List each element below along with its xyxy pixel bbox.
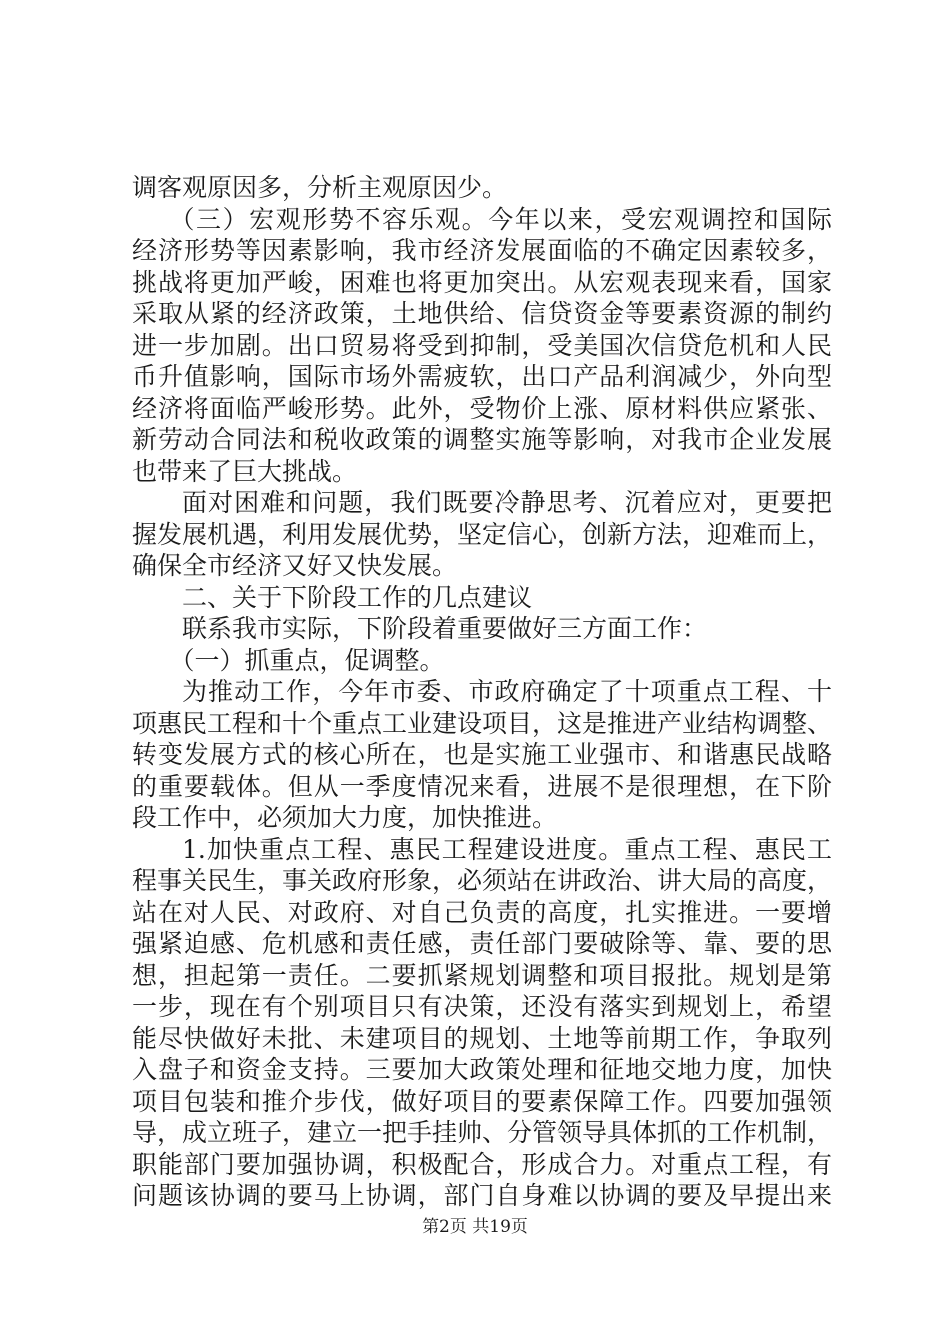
text-line: 也带来了巨大挑战。 bbox=[132, 456, 358, 486]
text-line: 经济形势等因素影响，我市经济发展面临的不确定因素较多， bbox=[132, 236, 832, 265]
document-body bbox=[132, 172, 832, 1212]
text-line: 挑战将更加严峻，困难也将更加突出。从宏观表现来看，国家 bbox=[132, 267, 832, 297]
text-line: 新劳动合同法和税收政策的调整实施等影响，对我市企业发展 bbox=[132, 425, 832, 454]
text-line: （一）抓重点，促调整。 bbox=[169, 645, 445, 675]
text-line: 经济将面临严峻形势。此外，受物价上涨、原材料供应紧张、 bbox=[132, 393, 832, 423]
page-number-label: 第2页 共19页 bbox=[422, 1217, 528, 1237]
text-line: 进一步加剧。出口贸易将受到抑制，受美国次信贷危机和人民 bbox=[132, 330, 832, 360]
text-line: 确保全市经济又好又快发展。 bbox=[132, 551, 458, 580]
text-line: 问题该协调的要马上协调，部门自身难以协调的要及早提出来 bbox=[132, 1181, 832, 1210]
text-line: 项惠民工程和十个重点工业建设项目，这是推进产业结构调整、 bbox=[132, 708, 832, 738]
page-footer bbox=[0, 1215, 950, 1239]
text-line: 面对困难和问题，我们既要冷静思考、沉着应对，更要把 bbox=[182, 488, 832, 517]
text-line: 币升值影响，国际市场外需疲软，出口产品利润减少，外向型 bbox=[132, 362, 832, 391]
text-line: 入盘子和资金支持。三要加大政策处理和征地交地力度，加快 bbox=[132, 1055, 832, 1084]
text-line: 转变发展方式的核心所在，也是实施工业强市、和谐惠民战略 bbox=[132, 740, 832, 769]
text-line: 想，担起第一责任。二要抓紧规划调整和项目报批。规划是第 bbox=[132, 960, 832, 990]
text-line: 导，成立班子，建立一把手挂帅、分管领导具体抓的工作机制， bbox=[132, 1118, 832, 1147]
text-line: 1.加快重点工程、惠民工程建设进度。重点工程、惠民工 bbox=[182, 834, 832, 864]
text-line: （三）宏观形势不容乐观。今年以来，受宏观调控和国际 bbox=[169, 204, 832, 234]
text-line: 联系我市实际，下阶段着重要做好三方面工作： bbox=[182, 614, 708, 643]
text-line: 强紧迫感、危机感和责任感，责任部门要破除等、靠、要的思 bbox=[132, 929, 832, 958]
text-line: 的重要载体。但从一季度情况来看，进展不是很理想，在下阶 bbox=[132, 771, 832, 801]
text-line: 调客观原因多，分析主观原因少。 bbox=[132, 173, 508, 202]
text-line: 职能部门要加强协调，积极配合，形成合力。对重点工程，有 bbox=[132, 1149, 832, 1179]
text-line: 为推动工作，今年市委、市政府确定了十项重点工程、十 bbox=[182, 677, 832, 706]
text-line: 站在对人民、对政府、对自己负责的高度，扎实推进。一要增 bbox=[132, 897, 832, 927]
text-line: 采取从紧的经济政策，土地供给、信贷资金等要素资源的制约 bbox=[132, 299, 832, 328]
text-line: 项目包装和推介步伐，做好项目的要素保障工作。四要加强领 bbox=[132, 1086, 832, 1116]
text-line: 能尽快做好未批、未建项目的规划、土地等前期工作，争取列 bbox=[132, 1023, 832, 1053]
text-line: 握发展机遇，利用发展优势，坚定信心，创新方法，迎难而上， bbox=[132, 519, 832, 549]
text-line: 程事关民生，事关政府形象，必须站在讲政治、讲大局的高度， bbox=[132, 866, 832, 895]
text-line: 二、关于下阶段工作的几点建议 bbox=[182, 582, 533, 612]
text-line: 段工作中，必须加大力度，加快推进。 bbox=[132, 803, 558, 832]
text-line: 一步，现在有个别项目只有决策，还没有落实到规划上，希望 bbox=[132, 992, 832, 1021]
